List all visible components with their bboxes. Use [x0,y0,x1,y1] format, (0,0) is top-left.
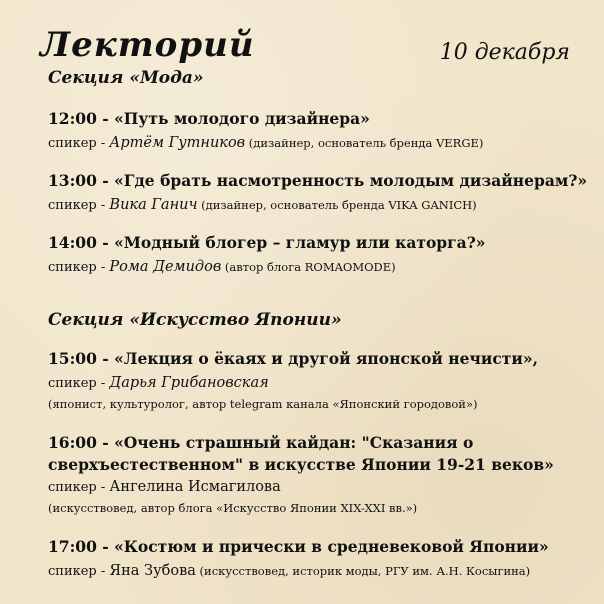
speaker-name: Ангелина Исмагилова [109,479,281,495]
speaker-line [48,478,594,497]
speaker-note: (дизайнер, основатель бренда VERGE) [245,136,484,150]
talk-title-continued: сверхъестественном" в искусстве Японии 19-21 веков» [48,455,554,474]
speaker-note: (искусствовед, автор блога «Искусство Японии XIX-XXI вв.») [48,501,418,515]
speaker-note: (японист, культуролог, автор telegram канала «Японский городовой») [48,397,478,411]
talk-title: 12:00 - «Путь молодого дизайнера» [48,109,370,128]
speaker-label: спикер - [48,480,110,495]
speaker-line [48,134,594,153]
speaker-label: спикер - [48,198,110,213]
speaker-name: Дарья Грибановская [109,375,269,391]
speaker-note: (искусствовед, историк моды, РГУ им. А.Н. Косыгина) [195,564,531,578]
speaker-note: (автор блога ROMAOMODE) [221,260,396,274]
event-date: 10 декабря [439,40,570,65]
speaker-name: Вика Ганич [109,197,198,213]
talk-title: 14:00 - «Модный блогер – гламур или каторга?» [48,233,486,252]
speaker-label: спикер - [48,260,110,275]
section-title-japan: Секция «Искусство Японии» [48,310,342,330]
speaker-label: спикер - [48,376,110,391]
talk-title: 17:00 - «Костюм и прически в средневековой Японии» [48,537,549,556]
speaker-name: Артём Гутников [109,135,246,151]
page-title: Лекторий [40,25,255,65]
speaker-note: (дизайнер, основатель бренда VIKA GANICH) [197,198,477,212]
speaker-line [48,258,594,277]
talk-title: 16:00 - «Очень страшный кайдан: "Сказания о [48,433,474,452]
speaker-line [48,562,594,581]
speaker-name: Яна Зубова [109,563,196,579]
speaker-line [48,374,594,393]
speaker-label: спикер - [48,564,110,579]
speaker-line [48,196,594,215]
speaker-name: Рома Демидов [109,259,222,275]
talk-title: 13:00 - «Где брать насмотренность молодым дизайнерам?» [48,171,588,190]
section-title-fashion: Секция «Мода» [48,68,204,88]
speaker-label: спикер - [48,136,110,151]
talk-title: 15:00 - «Лекция о ёкаях и другой японской нечисти», [48,349,538,368]
